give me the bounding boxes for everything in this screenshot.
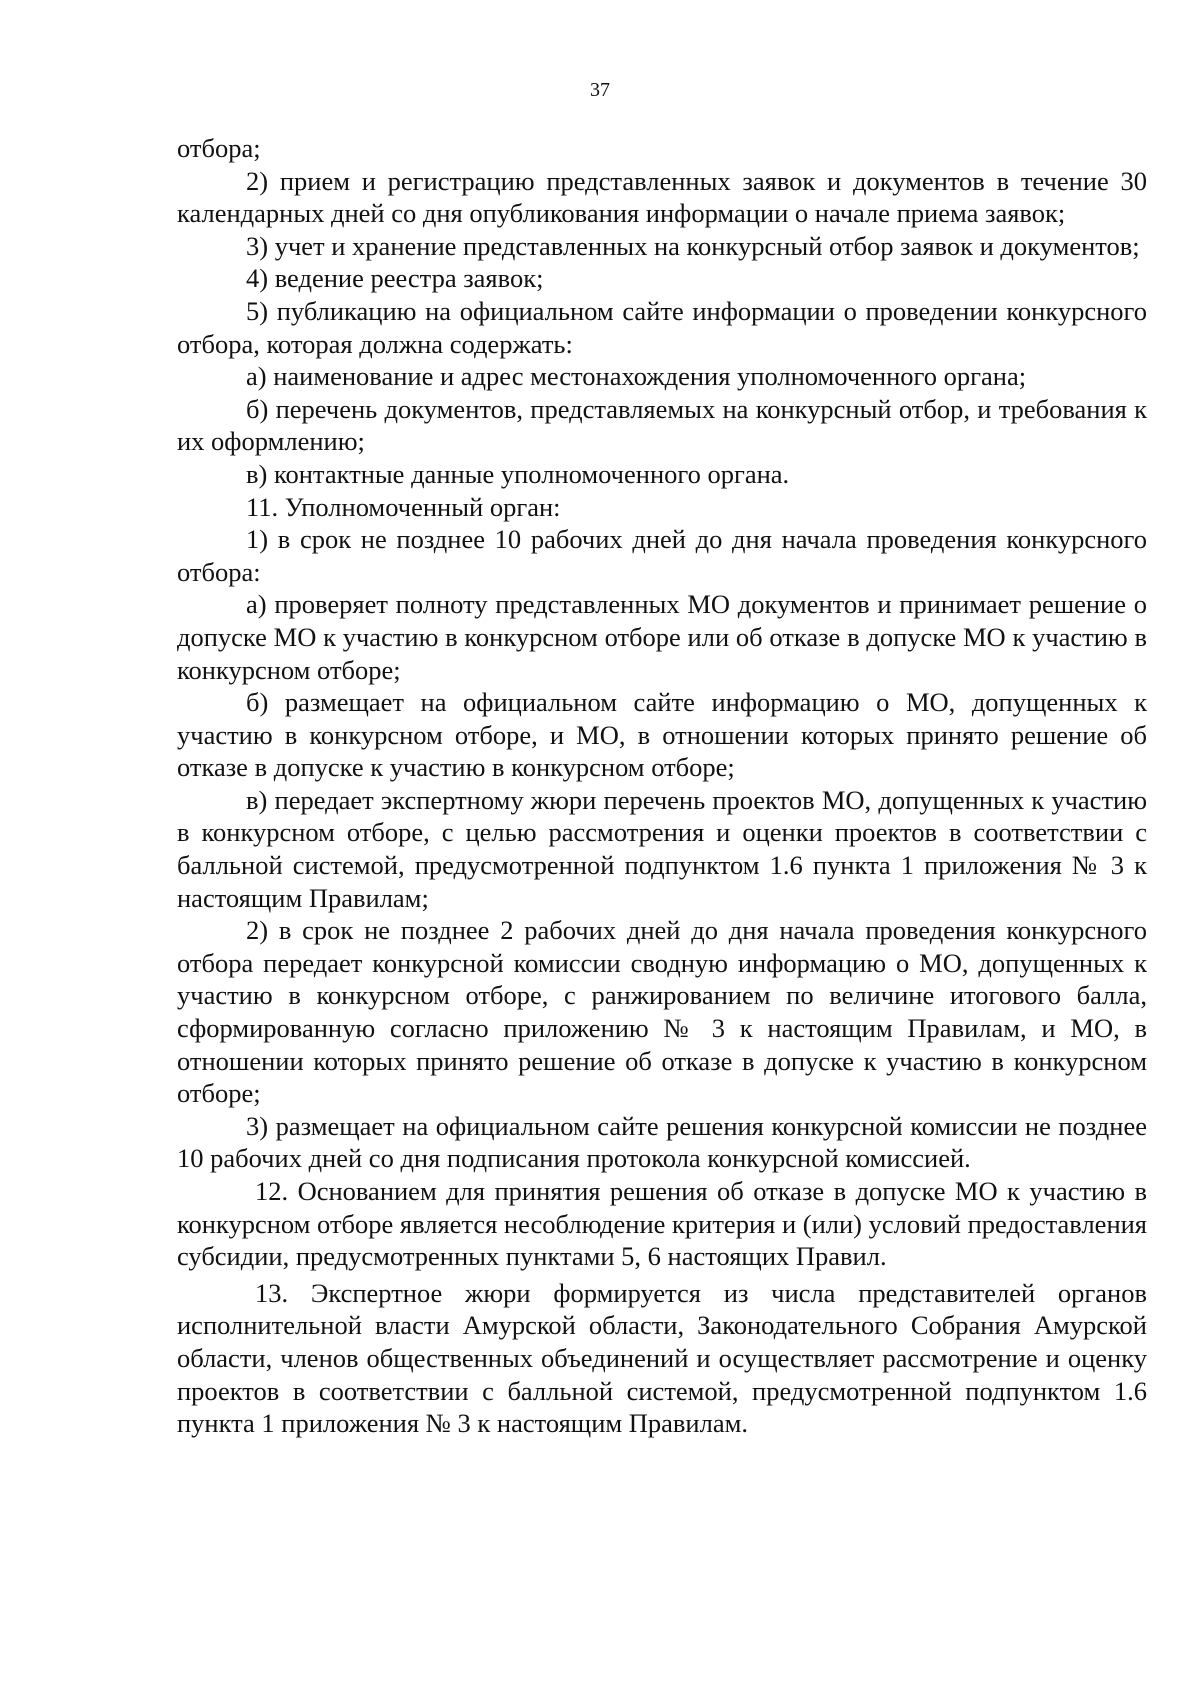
- paragraph-item-5: 5) публикацию на официальном сайте информации о проведении конкурсного отбора, которая должна содержать:: [177, 295, 1147, 359]
- paragraph-section-13: 13. Экспертное жюри формируется из числа представителей органов исполнительной власти Амурской области, Законодательного Собрания Амурской области, членов общественных объединений и осуществляет рассмотрение и оценку проектов в соответствии с балльной системой, предусмотренной подпунктом 1.6 пункта 1 приложения № 3 к настоящим Правилам.: [177, 1277, 1147, 1439]
- paragraph-subitem-a: а) наименование и адрес местонахождения уполномоченного органа;: [246, 361, 1027, 392]
- paragraph-section-12: 12. Основанием для принятия решения об отказе в допуске МО к участию в конкурсном отборе является несоблюдение критерия и (или) условий предоставления субсидии, предусмотренных пунктами 5, 6 настоящих Правил.: [177, 1176, 1147, 1272]
- document-body: [177, 132, 1147, 1440]
- paragraph-11-subitem-a: а) проверяет полноту представленных МО документов и принимает решение о допуске МО к участию в конкурсном отборе или об отказе в допуске МО к участию в конкурсном отборе;: [177, 589, 1147, 685]
- paragraph-continuation: отбора;: [177, 133, 261, 163]
- paragraph-11-item-1: 1) в срок не позднее 10 рабочих дней до дня начала проведения конкурсного отбора:: [177, 524, 1147, 587]
- paragraph-subitem-b: б) перечень документов, представляемых на конкурсный отбор, и требования к их оформлению;: [177, 393, 1147, 457]
- paragraph-item-3: 3) учет и хранение представленных на конкурсный отбор заявок и документов;: [246, 230, 1140, 261]
- paragraph-section-11: 11. Уполномоченный орган:: [246, 491, 561, 522]
- paragraph-item-2: 2) прием и регистрацию представленных заявок и документов в течение 30 календарных дней со дня опубликования информации о начале приема заявок;: [177, 165, 1147, 229]
- paragraph-11-subitem-v: в) передает экспертному жюри перечень проектов МО, допущенных к участию в конкурсном отборе, с целью рассмотрения и оценки проектов в соответствии с балльной системой, предусмотренной подпунктом 1.6 пункта 1 приложения № 3 к настоящим Правилам;: [177, 784, 1147, 913]
- paragraph-11-item-3: 3) размещает на официальном сайте решения конкурсной комиссии не позднее 10 рабочих дней со дня подписания протокола конкурсной комиссией.: [177, 1110, 1147, 1174]
- paragraph-subitem-v: в) контактные данные уполномоченного органа.: [246, 458, 790, 489]
- paragraph-11-item-2: 2) в срок не позднее 2 рабочих дней до дня начала проведения конкурсного отбора передает конкурсной комиссии сводную информацию о МО, допущенных к участию в конкурсном отборе, с ранжированием по величине итогового балла, сформированную согласно приложению № 3 к настоящим Правилам, и МО, в отношении которых принято решение об отказе в допуске к участию в конкурсном отборе;: [177, 915, 1147, 1109]
- paragraph-11-subitem-b: б) размещает на официальном сайте информацию о МО, допущенных к участию в конкурсном отборе, и МО, в отношении которых принято решение об отказе в допуске к участию в конкурсном отборе;: [177, 687, 1147, 783]
- paragraph-item-4: 4) ведение реестра заявок;: [246, 263, 544, 294]
- page-number: 37: [590, 79, 610, 101]
